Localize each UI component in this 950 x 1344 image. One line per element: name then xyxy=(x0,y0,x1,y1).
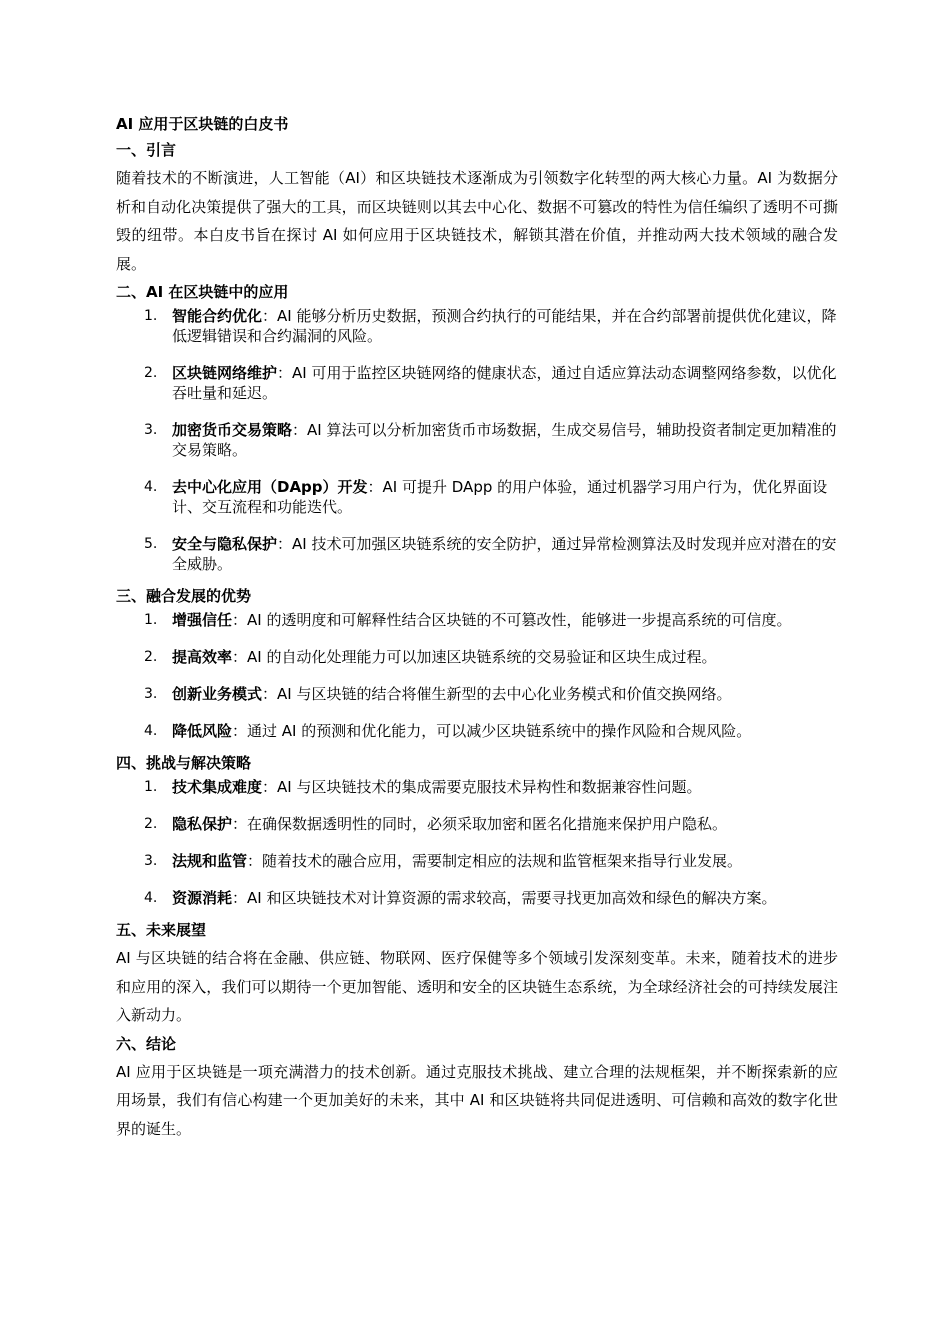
list-item xyxy=(116,306,838,346)
list-item xyxy=(116,534,838,574)
item-term: 去中心化应用（DApp）开发 xyxy=(172,478,368,496)
list-item xyxy=(116,610,838,630)
document-title: AI 应用于区块链的白皮书 xyxy=(116,115,289,133)
section-title-conclusion: 六、结论 xyxy=(116,1034,177,1053)
item-text: ：随着技术的融合应用，需要制定相应的法规和监管框架来指导行业发展。 xyxy=(247,852,743,870)
item-text: ：AI 与区块链的结合将催生新型的去中心化业务模式和价值交换网络。 xyxy=(262,685,732,703)
item-text: ：AI 可提升 DApp 的用户体验，通过机器学习用户行为，优化界面设计、交互流程和功能迭代。 xyxy=(172,478,828,516)
item-term: 技术集成难度 xyxy=(172,778,263,796)
list-item xyxy=(116,684,838,704)
list-number: 1. xyxy=(144,612,158,628)
list-item xyxy=(116,647,838,667)
list-number: 3. xyxy=(144,853,158,869)
outlook-paragraph: AI 与区块链的结合将在金融、供应链、物联网、医疗保健等多个领域引发深刻变革。未来，随着技术的进步和应用的深入，我们可以期待一个更加智能、透明和安全的区块链生态系统，为全球经济社会的可持续发展注入新动力。 xyxy=(116,949,838,1024)
item-text: ：AI 技术可加强区块链系统的安全防护，通过异常检测算法及时发现并应对潜在的安全威胁。 xyxy=(172,535,837,573)
section-title-introduction: 一、引言 xyxy=(116,141,177,159)
item-text: ：AI 算法可以分析加密货币市场数据，生成交易信号，辅助投资者制定更加精准的交易策略。 xyxy=(172,421,837,459)
conclusion-paragraph: AI 应用于区块链是一项充满潜力的技术创新。通过克服技术挑战、建立合理的法规框架，并不断探索新的应用场景，我们有信心构建一个更加美好的未来，其中 AI 和区块链将共同促进透明、可信赖和高效的数字化世界的诞生。 xyxy=(116,1062,838,1138)
list-number: 1. xyxy=(144,779,158,795)
section-title-applications: 二、AI 在区块链中的应用 xyxy=(116,283,289,301)
item-term: 隐私保护 xyxy=(172,815,233,833)
item-text: ：AI 可用于监控区块链网络的健康状态，通过自适应算法动态调整网络参数，以优化吞吐量和延迟。 xyxy=(172,364,837,402)
list-item xyxy=(116,888,838,908)
list-number: 2. xyxy=(144,649,158,665)
challenges-list xyxy=(116,777,838,908)
list-number: 4. xyxy=(144,479,158,495)
item-text: ：通过 AI 的预测和优化能力，可以减少区块链系统中的操作风险和合规风险。 xyxy=(232,722,752,740)
item-text: ：在确保数据透明性的同时，必须采取加密和匿名化措施来保护用户隐私。 xyxy=(232,815,728,833)
list-item xyxy=(116,420,838,460)
item-term: 资源消耗 xyxy=(172,889,233,907)
section-title-challenges: 四、挑战与解决策略 xyxy=(116,754,252,772)
applications-list xyxy=(116,306,838,574)
list-item xyxy=(116,777,838,797)
document-page xyxy=(116,112,838,1143)
item-term: 法规和监管 xyxy=(172,852,248,870)
item-term: 创新业务模式 xyxy=(172,685,263,703)
list-item xyxy=(116,363,838,403)
introduction-paragraph: 随着技术的不断演进，人工智能（AI）和区块链技术逐渐成为引领数字化转型的两大核心力量。AI 为数据分析和自动化决策提供了强大的工具，而区块链则以其去中心化、数据不可篡改的特性为信任编织了透明不可撕毁的纽带。本白皮书旨在探讨 AI 如何应用于区块链技术，解锁其潜在价值，并推动两大技术领域的融合发展。 xyxy=(116,169,838,273)
list-number: 2. xyxy=(144,365,158,381)
list-item xyxy=(116,851,838,871)
list-number: 1. xyxy=(144,308,158,324)
item-term: 安全与隐私保护 xyxy=(172,535,278,553)
item-text: ：AI 与区块链技术的集成需要克服技术异构性和数据兼容性问题。 xyxy=(262,778,702,796)
list-number: 4. xyxy=(144,723,158,739)
section-title-outlook: 五、未来展望 xyxy=(116,921,207,939)
item-text: ：AI 的自动化处理能力可以加速区块链系统的交易验证和区块生成过程。 xyxy=(232,648,717,666)
item-term: 增强信任 xyxy=(172,611,233,629)
list-number: 3. xyxy=(144,422,158,438)
item-text: ：AI 的透明度和可解释性结合区块链的不可篡改性，能够进一步提高系统的可信度。 xyxy=(232,611,792,629)
item-term: 提高效率 xyxy=(172,648,233,666)
list-item xyxy=(116,721,838,741)
item-term: 加密货币交易策略 xyxy=(172,421,293,439)
item-term: 智能合约优化 xyxy=(172,307,263,325)
item-term: 区块链网络维护 xyxy=(172,364,278,382)
list-number: 2. xyxy=(144,816,158,832)
item-text: ：AI 能够分析历史数据，预测合约执行的可能结果，并在合约部署前提供优化建议，降低逻辑错误和合约漏洞的风险。 xyxy=(172,307,837,345)
list-number: 5. xyxy=(144,536,158,552)
item-text: ：AI 和区块链技术对计算资源的需求较高，需要寻找更加高效和绿色的解决方案。 xyxy=(232,889,777,907)
section-title-advantages: 三、融合发展的优势 xyxy=(116,587,252,605)
list-item xyxy=(116,477,838,517)
item-term: 降低风险 xyxy=(172,722,233,740)
list-item xyxy=(116,814,838,834)
list-number: 4. xyxy=(144,890,158,906)
list-number: 3. xyxy=(144,686,158,702)
advantages-list xyxy=(116,610,838,741)
